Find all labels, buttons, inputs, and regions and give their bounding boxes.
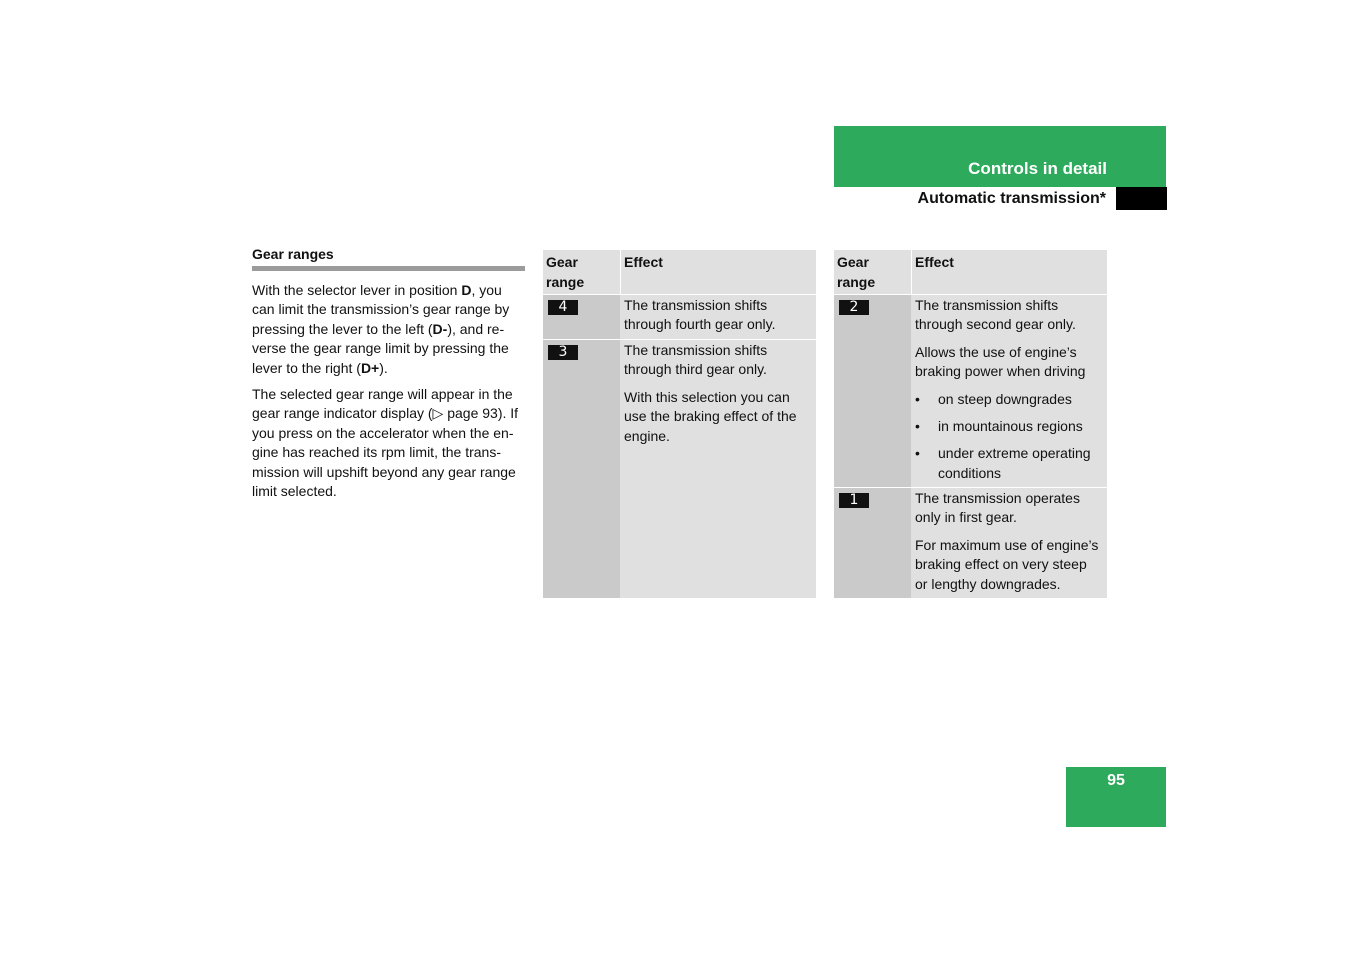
page-number-box (1066, 767, 1166, 827)
header-gear-range: Gear range (837, 254, 876, 290)
gear-badge: 4 (548, 300, 578, 315)
effect-cell: The transmission operates only in first gear. For maximum use of engine’s braking effect on very steep or lengthy downgrades. (915, 490, 1099, 592)
section-marker (1116, 187, 1167, 210)
effect-cell: The transmission shifts through fourth gear only. (624, 297, 776, 333)
bullet-list (915, 390, 1103, 484)
table-header-row (834, 250, 1107, 294)
section-title: Automatic transmission* (917, 190, 1106, 207)
page-reference-arrow-icon: ▷ (432, 405, 444, 422)
intro-paragraph-1: With the selector lever in position D, you can limit the transmission’s gear range by pressing the lever to the left (D-), and re-verse the gear range limit by pressing the lever to the right (D+). (252, 282, 510, 376)
gear-badge: 1 (839, 493, 869, 508)
gear-range-table-left (543, 250, 816, 598)
intro-paragraph-2: The selected gear range will appear in the gear range indicator display (▷ page 93). If you press on the accelerator when the en-gine has reached its rpm limit, the trans-mission will upshift beyond any gear range limit selected. (252, 386, 519, 500)
header-gear-range: Gear range (546, 254, 585, 290)
header-effect: Effect (624, 254, 663, 270)
list-item: • on steep downgrades (915, 390, 1072, 407)
header-effect: Effect (915, 254, 954, 270)
gear-badge: 2 (839, 300, 869, 315)
heading-rule (252, 266, 525, 271)
gear-badge: 3 (548, 345, 578, 360)
table-header-row (543, 250, 816, 294)
page-number: 95 (1107, 772, 1125, 789)
effect-cell: The transmission shifts through second gear only. Allows the use of engine’s braking power when driving • on steep downgrades • in mountainous regions • under extreme operating conditions (915, 296, 1103, 491)
gear-range-table-right (834, 250, 1107, 598)
gear-ranges-heading: Gear ranges (252, 246, 334, 262)
list-item: • under extreme operating conditions (915, 445, 1091, 481)
effect-cell: The transmission shifts through third gear only. With this selection you can use the braking effect of the engine. (624, 342, 797, 444)
list-item: • in mountainous regions (915, 418, 1083, 435)
chapter-title: Controls in detail (968, 159, 1107, 178)
